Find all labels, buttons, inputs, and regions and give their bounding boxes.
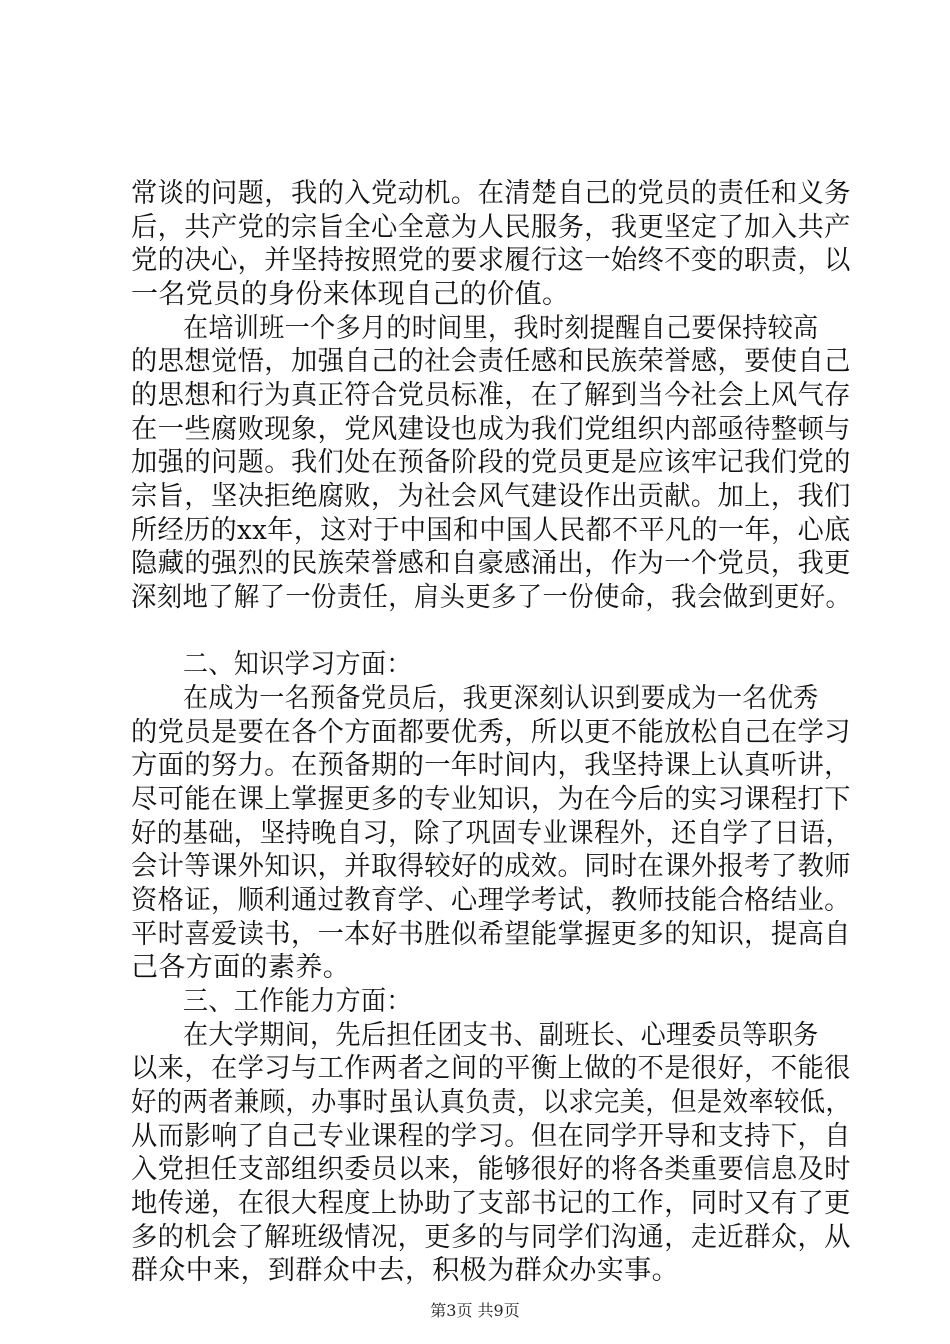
body-text-line: 资格证，顺利通过教育学、心理学考试，教师技能合格结业。 (131, 885, 851, 916)
body-text-line: 地传递，在很大程度上协助了支部书记的工作，同时又有了更 (131, 1188, 851, 1219)
body-text-line: 后，共产党的宗旨全心全意为人民服务，我更坚定了加入共产 (131, 212, 851, 243)
body-text-line: 方面的努力。在预备期的一年时间内，我坚持课上认真听讲， (131, 750, 851, 781)
body-text-line: 宗旨，坚决拒绝腐败，为社会风气建设作出贡献。加上，我们 (131, 481, 851, 512)
body-text-line: 加强的问题。我们处在预备阶段的党员更是应该牢记我们党的 (131, 447, 851, 478)
section-heading: 二、知识学习方面： (183, 649, 412, 680)
body-text-line: 以来，在学习与工作两者之间的平衡上做的不是很好，不能很 (131, 1053, 851, 1084)
body-text-line: 己各方面的素养。 (131, 952, 351, 983)
body-text-line: 的党员是要在各个方面都要优秀，所以更不能放松自己在学习 (131, 717, 851, 748)
body-text-line: 入党担任支部组织委员以来，能够很好的将各类重要信息及时 (131, 1154, 851, 1185)
body-text-line: 从而影响了自己专业课程的学习。但在同学开导和支持下，自 (131, 1121, 851, 1152)
paragraph-first-line: 在大学期间，先后担任团支书、副班长、心理委员等职务 (183, 1020, 819, 1051)
page-number-footer: 第3页 共9页 (430, 1301, 520, 1320)
body-text-line: 的思想觉悟，加强自己的社会责任感和民族荣誉感，要使自己 (131, 346, 851, 377)
body-text-line: 深刻地了解了一份责任，肩头更多了一份使命，我会做到更好。 (131, 582, 852, 613)
section-heading: 三、工作能力方面： (183, 986, 412, 1017)
body-text-line: 好的基础，坚持晚自习，除了巩固专业课程外，还自学了日语， (131, 818, 852, 849)
body-text-line: 一名党员的身份来体现自己的价值。 (131, 279, 570, 310)
body-text-line: 在一些腐败现象，党风建设也成为我们党组织内部亟待整顿与 (131, 414, 851, 445)
body-text-line: 所经历的xx年，这对于中国和中国人民都不平凡的一年，心底 (131, 515, 851, 546)
body-text-line: 党的决心，并坚持按照党的要求履行这一始终不变的职责，以 (131, 245, 851, 276)
body-text-line: 隐藏的强烈的民族荣誉感和自豪感涌出，作为一个党员，我更 (131, 548, 851, 579)
body-text-line: 好的两者兼顾，办事时虽认真负责，以求完美，但是效率较低， (131, 1087, 852, 1118)
body-text-line: 多的机会了解班级情况，更多的与同学们沟通，走近群众，从 (131, 1222, 851, 1253)
body-text-line: 常谈的问题，我的入党动机。在清楚自己的党员的责任和义务 (131, 178, 851, 209)
body-text-line: 的思想和行为真正符合党员标准，在了解到当今社会上风气存 (131, 380, 851, 411)
body-text-line: 尽可能在课上掌握更多的专业知识，为在今后的实习课程打下 (131, 784, 851, 815)
paragraph-first-line: 在成为一名预备党员后，我更深刻认识到要成为一名优秀 (183, 683, 819, 714)
body-text-line: 会计等课外知识，并取得较好的成效。同时在课外报考了教师 (131, 851, 851, 882)
paragraph-first-line: 在培训班一个多月的时间里，我时刻提醒自己要保持较高 (183, 313, 819, 344)
body-text-line: 群众中来，到群众中去，积极为群众办实事。 (131, 1255, 679, 1286)
body-text-line: 平时喜爱读书，一本好书胜似希望能掌握更多的知识，提高自 (131, 919, 851, 950)
